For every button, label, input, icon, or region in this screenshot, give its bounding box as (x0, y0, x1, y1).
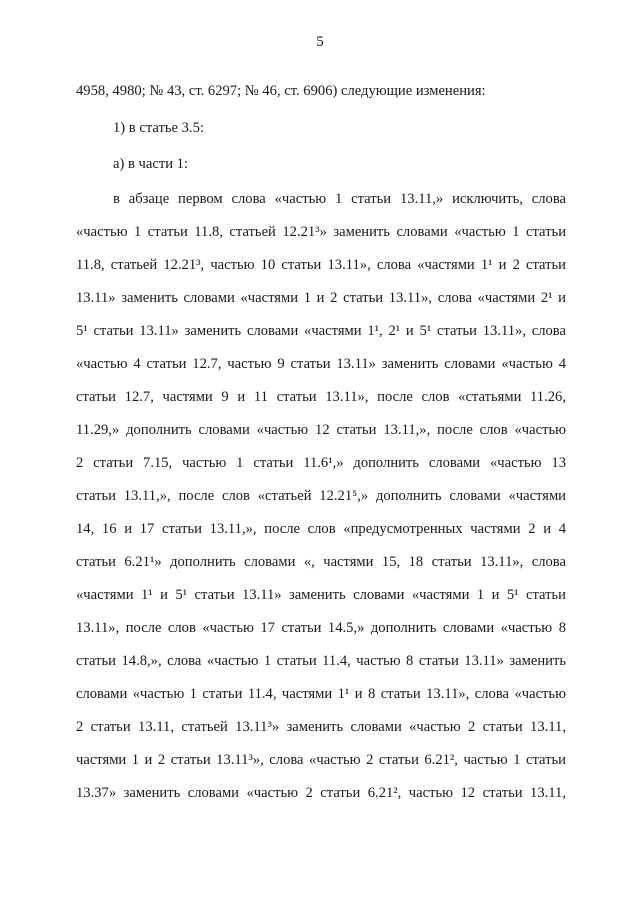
text-line: 11.8, статьей 12.21³, частью 10 статьи 13.11», слова «частями 1¹ и 2 статьи (76, 257, 566, 273)
text-line: статьи 12.7, частями 9 и 11 статьи 13.11», после слов «статьями 11.26, (76, 389, 566, 405)
text-line: 5¹ статьи 13.11» заменить словами «частями 1¹, 2¹ и 5¹ статьи 13.11», слова (76, 323, 566, 339)
text-line: словами «частью 1 статьи 11.4, частями 1¹ и 8 статьи 13.11», слова «частью (76, 686, 566, 702)
text-line: «частями 1¹ и 5¹ статьи 13.11» заменить словами «частями 1 и 5¹ статьи (76, 587, 566, 603)
text-line: «частью 1 статьи 11.8, статьей 12.21³» заменить словами «частью 1 статьи (76, 224, 566, 240)
text-line: а) в части 1: (113, 156, 189, 172)
text-line: частями 1 и 2 статьи 13.11³», слова «частью 2 статьи 6.21², частью 1 статьи (76, 752, 566, 768)
text-line: 13.37» заменить словами «частью 2 статьи 6.21², частью 12 статьи 13.11, (76, 785, 566, 801)
text-line: статьи 13.11,», после слов «статьей 12.21⁵,» дополнить словами «частями (76, 488, 566, 504)
text-line: 13.11» заменить словами «частями 1 и 2 статьи 13.11», слова «частями 2¹ и (76, 290, 566, 306)
text-line: 11.29,» дополнить словами «частью 12 статьи 13.11,», после слов «частью (76, 422, 566, 438)
text-line: 2 статьи 7.15, частью 1 статьи 11.6¹,» дополнить словами «частью 13 (76, 455, 566, 471)
text-line: 13.11», после слов «частью 17 статьи 14.5,» дополнить словами «частью 8 (76, 620, 566, 636)
text-line: 14, 16 и 17 статьи 13.11,», после слов «предусмотренных частями 2 и 4 (76, 521, 566, 537)
text-line: «частью 4 статьи 12.7, частью 9 статьи 13.11» заменить словами «частью 4 (76, 356, 566, 372)
text-line: статьи 6.21¹» дополнить словами «, частями 15, 18 статьи 13.11», слова (76, 554, 566, 570)
text-line: в абзаце первом слова «частью 1 статьи 13.11,» исключить, слова (113, 191, 566, 207)
text-line: 2 статьи 13.11, статьей 13.11³» заменить словами «частью 2 статьи 13.11, (76, 719, 566, 735)
text-line: статьи 14.8,», слова «частью 1 статьи 11.4, частью 8 статьи 13.11» заменить (76, 653, 566, 669)
text-line: 1) в статье 3.5: (113, 120, 204, 136)
text-line: 4958, 4980; № 43, ст. 6297; № 46, ст. 6906) следующие изменения: (76, 83, 486, 99)
page-number: 5 (316, 34, 324, 50)
